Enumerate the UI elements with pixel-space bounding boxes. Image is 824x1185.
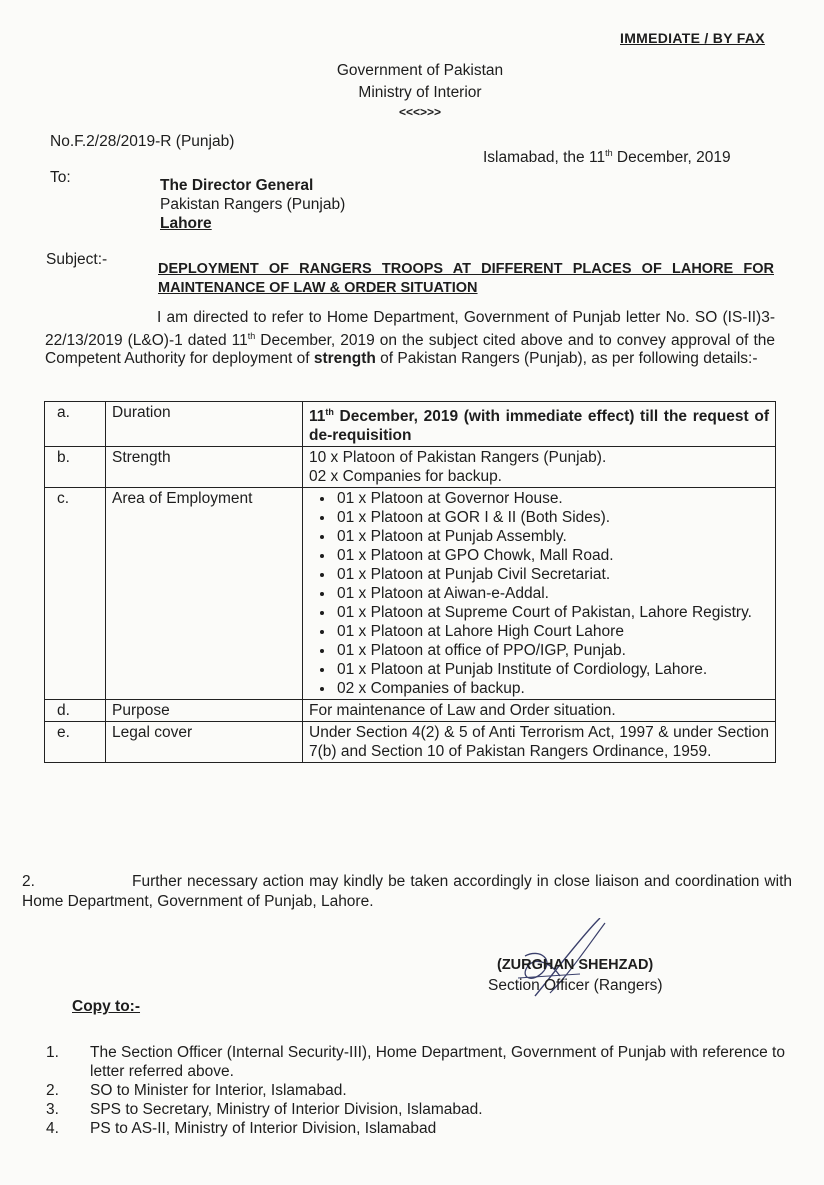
area-value [303, 488, 776, 700]
table-row-strength [45, 447, 776, 488]
list-item: • 01 x Platoon at Lahore High Court Lahore [335, 622, 769, 641]
duration-sup: th [325, 407, 334, 417]
date-prefix: Islamabad, the 11 [483, 149, 606, 167]
header-ornament: <<<>>> [398, 105, 442, 119]
addressee-title: The Director General [160, 177, 314, 194]
ministry-heading: Ministry of Interior [358, 84, 482, 101]
table-row-purpose [45, 700, 776, 722]
row-label: Strength [106, 447, 303, 488]
table-row-area [45, 488, 776, 700]
row-index: a. [45, 402, 106, 447]
list-item: • 01 x Platoon at Supreme Court of Pakistan, Lahore Registry. [335, 603, 769, 622]
list-item: • 01 x Platoon at GOR I & II (Both Sides). [335, 508, 769, 527]
file-reference-number: No.F.2/28/2019-R (Punjab) [50, 133, 235, 150]
row-label: Purpose [106, 700, 303, 722]
duration-part-a: 11 [309, 408, 326, 426]
duration-part-b: December, 2019 (with immediate effect) till the request of de-requisition [309, 408, 769, 445]
copy-to-heading: Copy to:- [72, 998, 141, 1015]
signatory-designation: Section Officer (Rangers) [488, 977, 663, 994]
addressee-city: Lahore [160, 215, 212, 232]
area-list [309, 489, 769, 698]
item-text: PS to AS-II, Ministry of Interior Division, Islamabad [90, 1120, 437, 1137]
date-sup: th [605, 148, 613, 158]
list-item [46, 1100, 806, 1119]
to-label: To: [50, 169, 71, 186]
body-paragraph-2 [22, 872, 792, 912]
row-index: c. [45, 488, 106, 700]
item-text: SO to Minister for Interior, Islamabad. [90, 1082, 347, 1099]
list-item: • 01 x Platoon at office of PPO/IGP, Punjab. [335, 641, 769, 660]
row-index: b. [45, 447, 106, 488]
purpose-value: For maintenance of Law and Order situation. [303, 700, 776, 722]
subject-label: Subject:- [46, 251, 108, 268]
signatory-name: (ZURGHAN SHEHZAD) [497, 957, 654, 973]
fax-priority-label: IMMEDIATE / BY FAX [620, 30, 765, 46]
para1-part-c: of Pakistan Rangers (Punjab), as per following details:- [375, 350, 758, 368]
copy-to-list [46, 1043, 806, 1138]
list-item: • 02 x Companies of backup. [335, 679, 769, 698]
item-number: 1. [46, 1044, 59, 1061]
letter-date [483, 148, 731, 167]
addressee-block [160, 176, 345, 233]
paragraph-number: 2. [22, 873, 35, 890]
body-paragraph-1 [45, 309, 775, 368]
duration-value [303, 402, 776, 447]
list-item: • 01 x Platoon at Punjab Assembly. [335, 527, 769, 546]
row-index: d. [45, 700, 106, 722]
item-number: 4. [46, 1120, 59, 1137]
subject-text: DEPLOYMENT OF RANGERS TROOPS AT DIFFERENT PLACES OF LAHORE FOR MAINTENANCE OF LAW & ORDER SITUATION [158, 261, 774, 296]
item-number: 2. [46, 1082, 59, 1099]
list-item: • 01 x Platoon at Punjab Institute of Cordiology, Lahore. [335, 660, 769, 679]
row-index: e. [45, 722, 106, 763]
list-item [46, 1119, 806, 1138]
strength-line: 02 x Companies for backup. [309, 468, 502, 486]
para1-part-b: December, 2019 on the subject cited above and to convey approval of the Competent Authority for deployment of [45, 332, 775, 368]
date-suffix: December, 2019 [612, 149, 731, 167]
para2-text: Further necessary action may kindly be taken accordingly in close liaison and coordination with Home Department, Government of Punjab, Lahore. [22, 873, 792, 910]
list-item [46, 1081, 806, 1100]
government-heading: Government of Pakistan [336, 62, 504, 79]
strength-value [303, 447, 776, 488]
para1-part-a: I am directed to refer to Home Department, Government of Punjab letter No. SO (IS-II)3-22/13/2019 (L&O)-1 dated 11 [45, 309, 775, 350]
list-item: • 01 x Platoon at Governor House. [335, 489, 769, 508]
list-item: • 01 x Platoon at Punjab Civil Secretariat. [335, 565, 769, 584]
row-label: Duration [106, 402, 303, 447]
table-row-legal [45, 722, 776, 763]
item-text: SPS to Secretary, Ministry of Interior Division, Islamabad. [90, 1101, 483, 1118]
item-text: The Section Officer (Internal Security-III), Home Department, Government of Punjab with reference to letter referred above. [90, 1044, 785, 1080]
list-item: • 01 x Platoon at GPO Chowk, Mall Road. [335, 546, 769, 565]
item-number: 3. [46, 1101, 59, 1118]
row-label: Area of Employment [106, 488, 303, 700]
legal-value: Under Section 4(2) & 5 of Anti Terrorism Act, 1997 & under Section 7(b) and Section 10 of Pakistan Rangers Ordinance, 1959. [303, 722, 776, 763]
strength-line: 10 x Platoon of Pakistan Rangers (Punjab). [309, 449, 607, 467]
deployment-details-table [44, 401, 776, 763]
para1-bold: strength [313, 350, 376, 368]
para1-sup: th [247, 331, 256, 341]
list-item [46, 1043, 806, 1081]
table-row-duration [45, 402, 776, 447]
row-label: Legal cover [106, 722, 303, 763]
addressee-org: Pakistan Rangers (Punjab) [160, 196, 346, 213]
list-item: • 01 x Platoon at Aiwan-e-Addal. [335, 584, 769, 603]
